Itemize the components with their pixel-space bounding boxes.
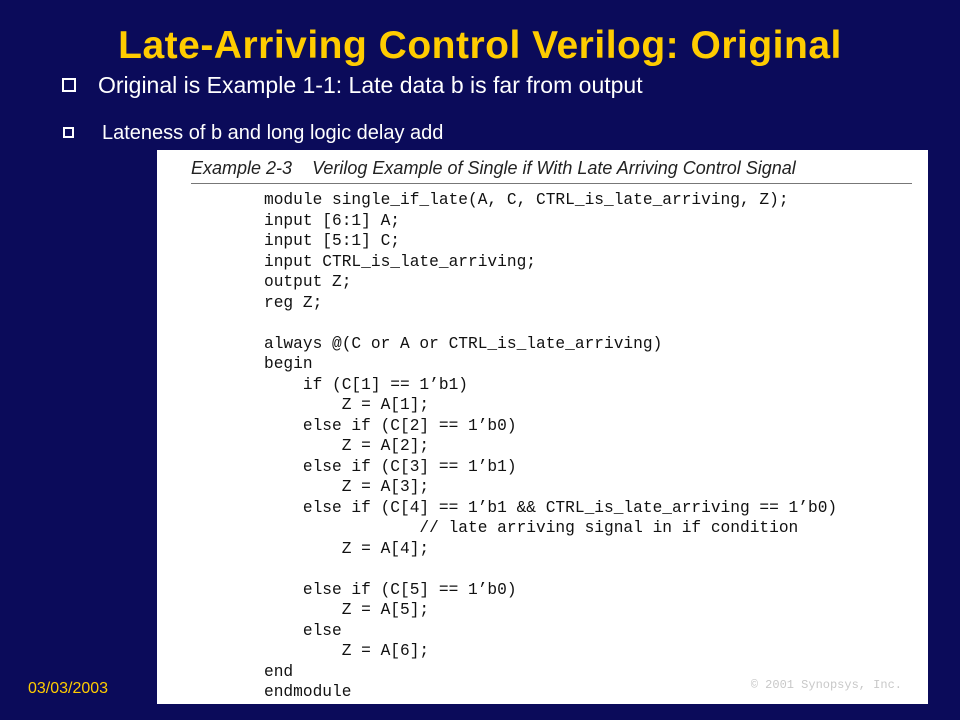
example-number: Example 2-3 (191, 158, 293, 178)
bullet-text-2: Lateness of b and long logic delay add (102, 122, 444, 144)
code-line: Z = A[4]; (264, 539, 430, 558)
code-line: input [6:1] A; (264, 211, 400, 230)
code-line: begin (264, 355, 313, 373)
square-bullet-icon (63, 127, 74, 138)
code-line: input CTRL_is_late_arriving; (264, 252, 536, 271)
code-line: Z = A[1]; (264, 396, 430, 414)
code-line (264, 313, 837, 334)
square-bullet-icon (62, 78, 76, 92)
code-line: else if (C[5] == 1’b0) (264, 580, 517, 599)
code-line: else if (C[4] == 1’b1 && CTRL_is_late_arriving == 1’b0) (264, 498, 838, 517)
code-line: if (C[1] == 1’b1) (264, 375, 468, 394)
slide-title: Late-Arriving Control Verilog: Original (118, 24, 842, 67)
example-heading (191, 158, 796, 179)
code-example-panel (157, 150, 928, 704)
code-line: else (264, 621, 342, 640)
code-line: Z = A[6]; (264, 642, 430, 660)
example-divider (191, 183, 912, 184)
slide-date: 03/03/2003 (28, 680, 109, 697)
code-line: module single_if_late(A, C, CTRL_is_late_arriving, Z); (264, 191, 789, 209)
copyright-notice: © 2001 Synopsys, Inc. (750, 678, 902, 692)
bullet-text-1: Original is Example 1-1: Late data b is far from output (98, 72, 643, 98)
code-line: else if (C[2] == 1’b0) (264, 416, 517, 435)
example-caption: Verilog Example of Single if With Late Arriving Control Signal (312, 158, 796, 178)
bullet-item-2 (63, 120, 443, 146)
code-line: // late arriving signal in if condition (264, 519, 799, 537)
code-line: Z = A[2]; (264, 437, 430, 455)
code-line: endmodule (264, 683, 352, 701)
code-line: Z = A[5]; (264, 601, 430, 619)
code-line (264, 559, 837, 580)
bullet-item-1 (62, 70, 643, 100)
code-line: output Z; (264, 273, 352, 291)
code-line: Z = A[3]; (264, 478, 430, 496)
code-line: else if (C[3] == 1’b1) (264, 457, 517, 476)
code-line: reg Z; (264, 293, 323, 312)
code-line: input [5:1] C; (264, 232, 400, 250)
verilog-code-block (264, 190, 837, 703)
code-line: always @(C or A or CTRL_is_late_arriving) (264, 334, 663, 353)
code-line: end (264, 662, 294, 681)
